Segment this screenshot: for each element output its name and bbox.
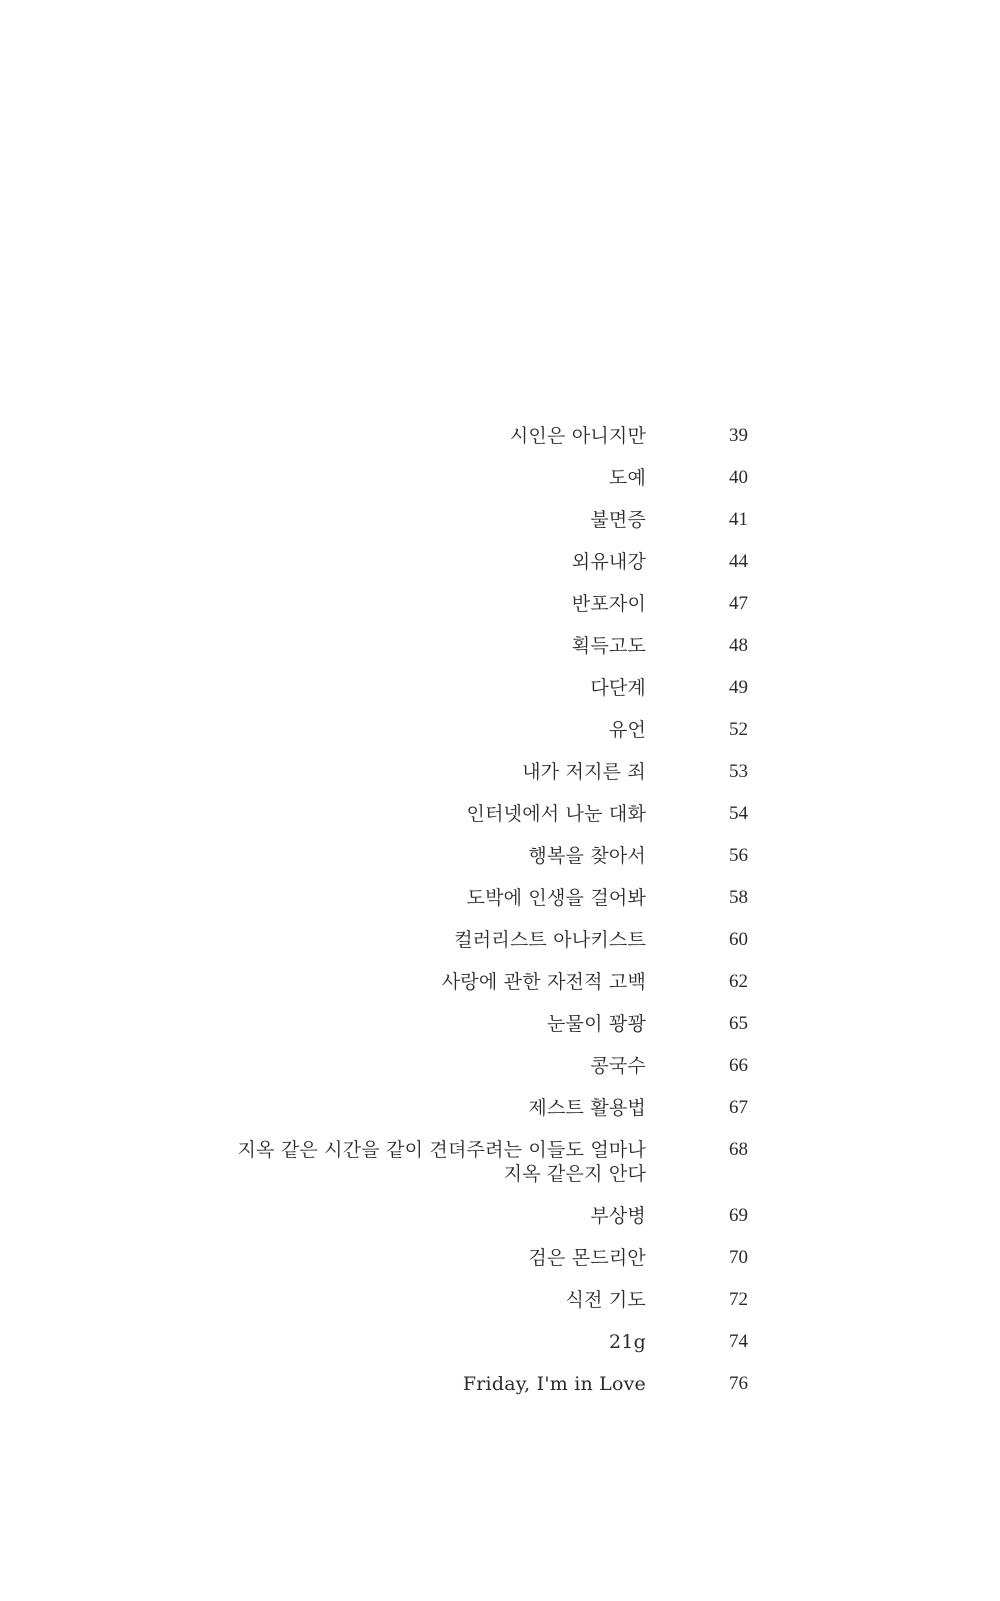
toc-entry — [0, 928, 1000, 952]
toc-entry — [0, 1372, 1000, 1396]
toc-entry-title: 인터넷에서 나눈 대화 — [466, 803, 646, 825]
toc-entry-title: 유언 — [608, 719, 646, 741]
toc-entry-page: 40 — [729, 467, 748, 488]
toc-entry-title: 불면증 — [590, 509, 646, 531]
toc-entry-page: 67 — [729, 1097, 748, 1118]
toc-entry-page: 74 — [729, 1331, 748, 1352]
toc-entry — [0, 1138, 1000, 1186]
toc-entry-page: 72 — [729, 1289, 748, 1310]
toc-entry — [0, 844, 1000, 868]
toc-entry — [0, 634, 1000, 658]
table-of-contents — [0, 424, 1000, 1414]
toc-entry — [0, 592, 1000, 616]
toc-entry-page: 76 — [729, 1373, 748, 1394]
toc-entry-page: 54 — [729, 803, 748, 824]
toc-entry-page: 53 — [729, 761, 748, 782]
toc-entry-title: 획득고도 — [571, 635, 646, 657]
toc-entry-title-line: 지옥 같은지 안다 — [503, 1163, 646, 1185]
toc-entry-page: 52 — [729, 719, 748, 740]
toc-entry-title: 컬러리스트 아나키스트 — [454, 929, 646, 951]
toc-entry — [0, 550, 1000, 574]
toc-entry-page: 65 — [729, 1013, 748, 1034]
toc-entry — [0, 424, 1000, 448]
toc-entry-page: 66 — [729, 1055, 748, 1076]
toc-entry — [0, 1054, 1000, 1078]
toc-entry-title: 식전 기도 — [565, 1289, 646, 1311]
toc-entry-title: 외유내강 — [571, 551, 646, 573]
toc-entry-page: 39 — [729, 425, 748, 446]
toc-entry — [0, 508, 1000, 532]
toc-entry-page: 56 — [729, 845, 748, 866]
toc-entry-title: 시인은 아니지만 — [509, 425, 646, 447]
toc-entry — [0, 1096, 1000, 1120]
toc-entry-title: 사랑에 관한 자전적 고백 — [441, 971, 646, 993]
toc-entry-page: 68 — [729, 1139, 748, 1160]
toc-entry-title: 눈물이 꽝꽝 — [546, 1013, 646, 1035]
toc-entry-page: 41 — [729, 509, 748, 530]
toc-entry-title: 도박에 인생을 걸어봐 — [466, 887, 646, 909]
toc-entry-page: 69 — [729, 1205, 748, 1226]
toc-entry-title — [186, 1138, 646, 1186]
toc-entry-title: 다단계 — [590, 677, 646, 699]
toc-entry-page: 58 — [729, 887, 748, 908]
toc-entry — [0, 676, 1000, 700]
toc-entry-title-line: 지옥 같은 시간을 같이 견뎌주려는 이들도 얼마나 — [237, 1139, 646, 1161]
toc-entry-title: 행복을 찾아서 — [528, 845, 646, 867]
toc-entry-page: 47 — [729, 593, 748, 614]
toc-entry-title: 반포자이 — [571, 593, 646, 615]
toc-entry — [0, 1204, 1000, 1228]
toc-entry — [0, 760, 1000, 784]
toc-entry-title: 제스트 활용법 — [528, 1097, 646, 1119]
toc-entry — [0, 1012, 1000, 1036]
toc-entry-page: 48 — [729, 635, 748, 656]
toc-entry-page: 49 — [729, 677, 748, 698]
toc-entry-page: 70 — [729, 1247, 748, 1268]
toc-entry — [0, 1288, 1000, 1312]
toc-entry — [0, 718, 1000, 742]
toc-entry — [0, 1330, 1000, 1354]
toc-entry-page: 60 — [729, 929, 748, 950]
toc-entry-page: 44 — [729, 551, 748, 572]
toc-entry-title: Friday, I'm in Love — [462, 1373, 646, 1395]
toc-entry — [0, 466, 1000, 490]
toc-entry-title: 부상병 — [590, 1205, 646, 1227]
toc-entry-title: 내가 저지른 죄 — [522, 761, 646, 783]
toc-entry — [0, 970, 1000, 994]
toc-entry-page: 62 — [729, 971, 748, 992]
toc-entry-title: 21g — [609, 1331, 646, 1353]
toc-entry-title: 도예 — [608, 467, 646, 489]
toc-entry — [0, 802, 1000, 826]
toc-entry — [0, 1246, 1000, 1270]
toc-entry-title: 콩국수 — [590, 1055, 646, 1077]
toc-entry-title: 검은 몬드리안 — [528, 1247, 646, 1269]
toc-entry — [0, 886, 1000, 910]
